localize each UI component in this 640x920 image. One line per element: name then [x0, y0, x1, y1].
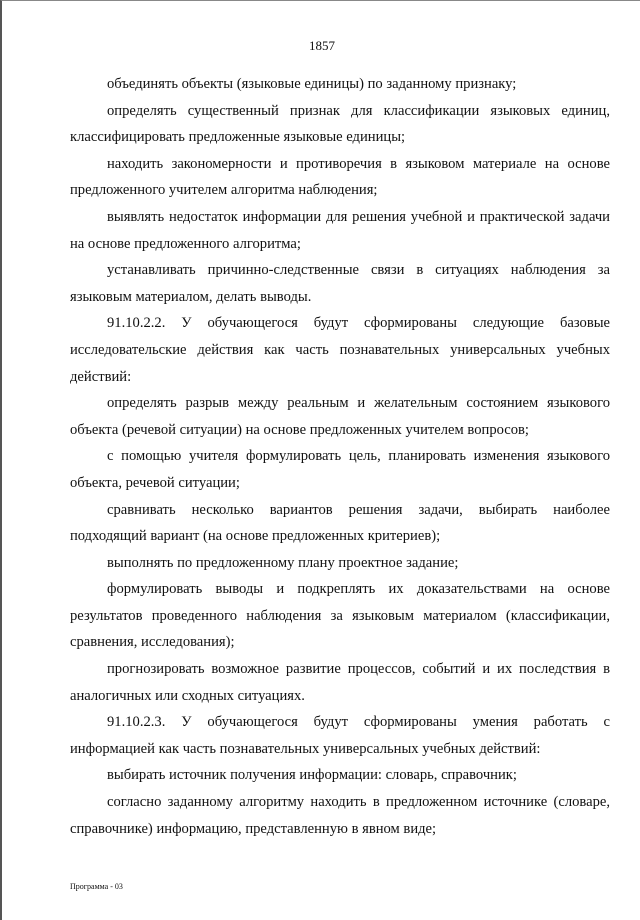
footer-label: Программа - 03 [70, 882, 123, 891]
paragraph: прогнозировать возможное развитие процессов, событий и их последствия в аналогичных или сходных ситуациях. [70, 661, 610, 704]
paragraph: сравнивать несколько вариантов решения задачи, выбирать наиболее подходящий вариант (на основе предложенных критериев); [70, 501, 610, 545]
paragraph: объединять объекты (языковые единицы) по заданному признаку; [107, 76, 517, 92]
paragraph: выполнять по предложенному плану проектное задание; [107, 554, 459, 571]
body-text [70, 71, 610, 842]
page-number: 1857 [309, 38, 335, 53]
paragraph: определять разрыв между реальным и желательным состоянием языкового объекта (речевой ситуации) на основе предложенных учителем вопросов; [70, 395, 610, 438]
paragraph: с помощью учителя формулировать цель, планировать изменения языкового объекта, речевой ситуации; [70, 448, 610, 491]
paragraph: устанавливать причинно-следственные связи в ситуациях наблюдения за языковым материалом, делать выводы. [70, 262, 610, 305]
paragraph: согласно заданному алгоритму находить в предложенном источнике (словаре, справочнике) информацию, представленную в явном виде; [70, 794, 610, 837]
section-paragraph: 91.10.2.2. У обучающегося будут сформированы следующие базовые исследовательские действия как часть познавательных универсальных учебных действий: [70, 315, 610, 385]
paragraph: формулировать выводы и подкреплять их доказательствами на основе результатов проведенного наблюдения за языковым материалом (классификации, сравнения, исследования); [70, 581, 610, 651]
paragraph: выявлять недостаток информации для решения учебной и практической задачи на основе предложенного алгоритма; [70, 208, 610, 252]
paragraph: определять существенный признак для классификации языковых единиц, классифицировать предложенные языковые единицы; [70, 102, 610, 146]
paragraph: находить закономерности и противоречия в языковом материале на основе предложенного учителем алгоритма наблюдения; [70, 155, 610, 199]
paragraph: выбирать источник получения информации: словарь, справочник; [107, 767, 517, 784]
section-paragraph: 91.10.2.3. У обучающегося будут сформированы умения работать с информацией как часть познавательных универсальных учебных действий: [70, 714, 610, 757]
